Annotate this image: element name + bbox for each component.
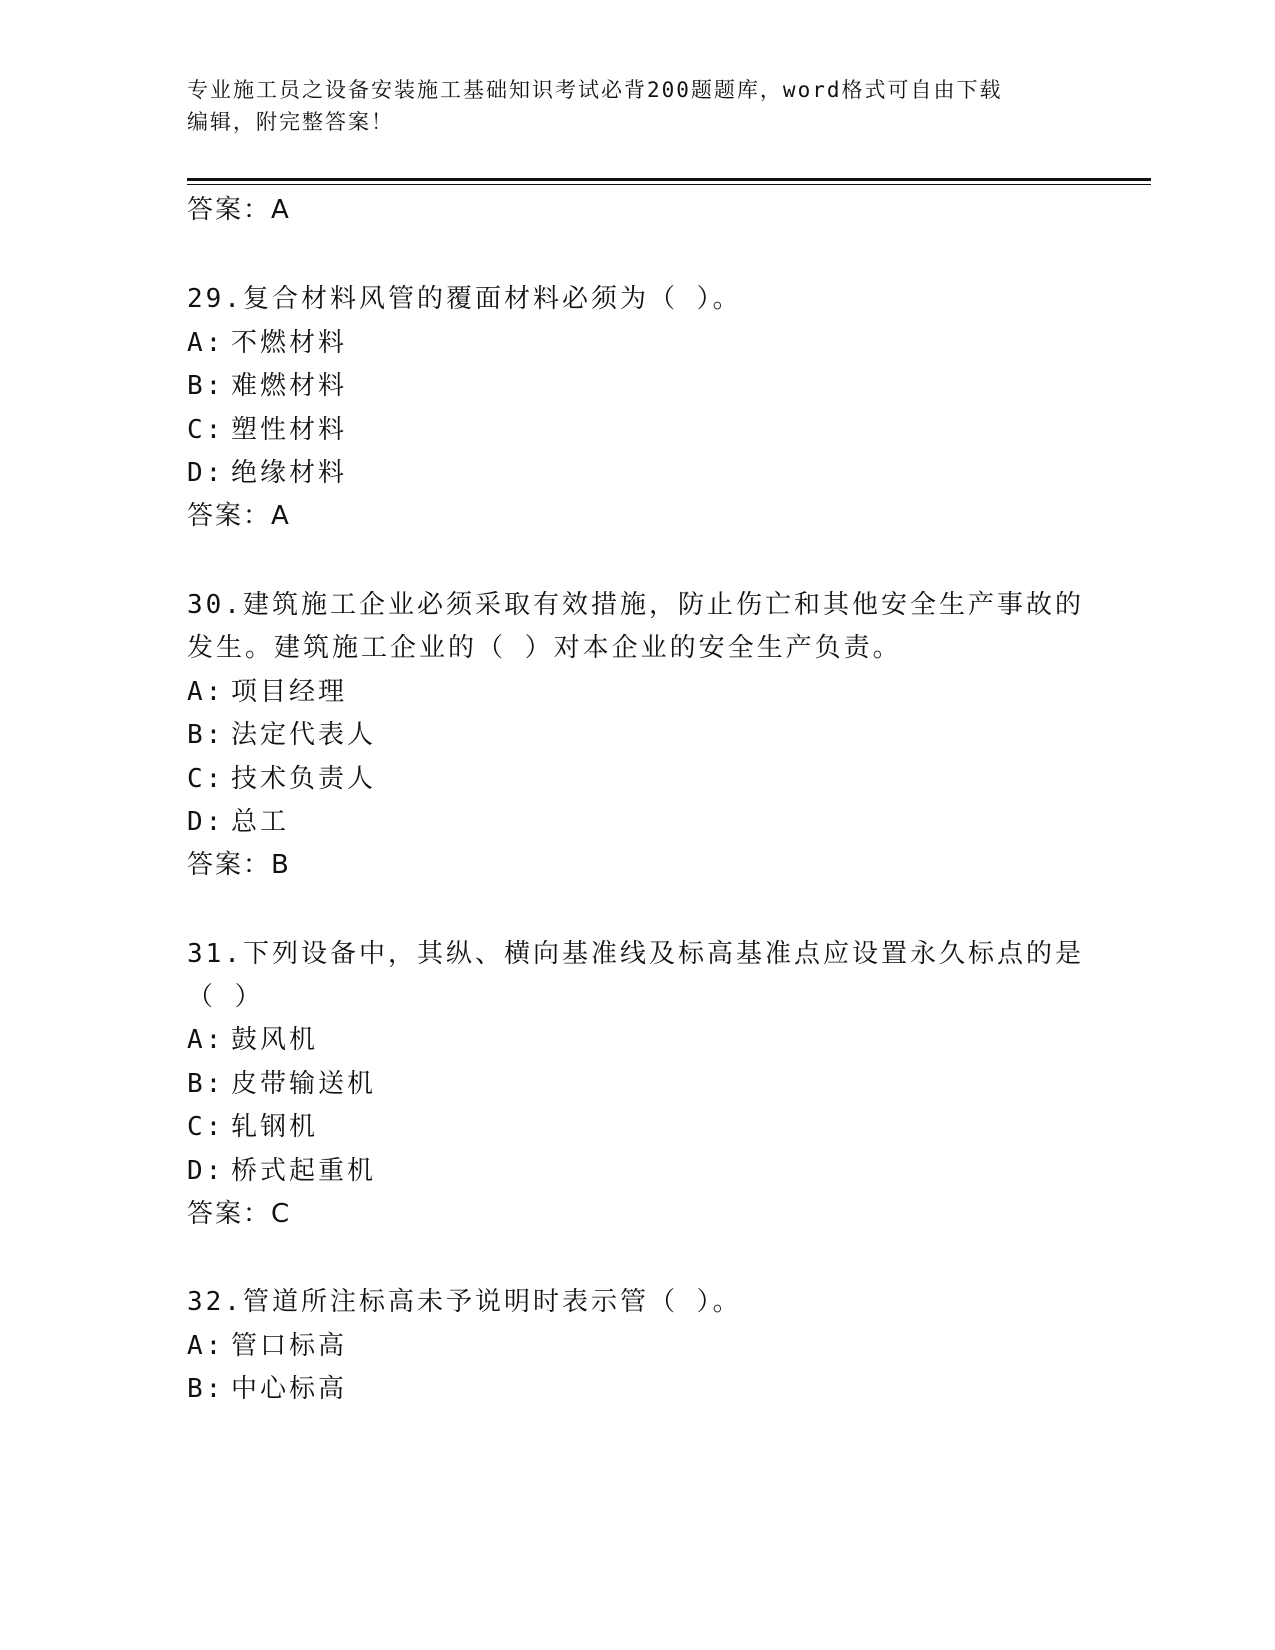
option-line [187, 1023, 318, 1057]
option-line [187, 1067, 376, 1101]
header-line-2: 编辑，附完整答案！ [187, 110, 394, 134]
answer-line: 答案：A [187, 501, 291, 531]
option-text: 塑性材料 [231, 415, 348, 445]
answer-line: 答案：C [187, 1199, 292, 1229]
option-text: 法定代表人 [231, 720, 377, 750]
option-line [187, 718, 376, 752]
option-text: 皮带输送机 [231, 1069, 377, 1099]
answer-line: 答案：A [187, 195, 291, 225]
option-text: 绝缘材料 [231, 458, 348, 488]
header-rule-thick [187, 178, 1151, 181]
question-stem-continued: （ ） [187, 982, 264, 1012]
option-letter: B: [187, 1374, 225, 1404]
option-text: 中心标高 [231, 1374, 348, 1404]
option-text: 轧钢机 [231, 1112, 319, 1142]
option-letter: A: [187, 1331, 225, 1361]
option-letter: D: [187, 1156, 225, 1186]
option-letter: C: [187, 1112, 225, 1142]
option-letter: A: [187, 328, 225, 358]
option-letter: C: [187, 764, 225, 794]
question-stem-continued: 发生。建筑施工企业的（ ）对本企业的安全生产负责。 [187, 633, 902, 663]
option-text: 鼓风机 [231, 1025, 319, 1055]
option-line [187, 762, 376, 796]
question-stem: 32.管道所注标高未予说明时表示管（ ）。 [187, 1287, 742, 1317]
document-header [187, 74, 1067, 138]
option-letter: D: [187, 458, 225, 488]
option-line [187, 1110, 318, 1144]
option-text: 桥式起重机 [231, 1156, 377, 1186]
header-line-1: 专业施工员之设备安装施工基础知识考试必背200题题库，word格式可自由下载 [187, 78, 1003, 102]
answer-line: 答案：B [187, 850, 291, 880]
option-text: 难燃材料 [231, 371, 348, 401]
option-line [187, 805, 289, 839]
option-letter: B: [187, 720, 225, 750]
option-line [187, 326, 347, 360]
option-line [187, 675, 347, 709]
option-line [187, 413, 347, 447]
option-line [187, 369, 347, 403]
option-letter: A: [187, 1025, 225, 1055]
option-text: 项目经理 [231, 677, 348, 707]
option-letter: C: [187, 415, 225, 445]
option-line [187, 1154, 376, 1188]
question-stem: 31.下列设备中，其纵、横向基准线及标高基准点应设置永久标点的是 [187, 939, 1084, 969]
option-line [187, 1372, 347, 1406]
option-text: 技术负责人 [231, 764, 377, 794]
option-letter: A: [187, 677, 225, 707]
option-text: 总工 [231, 807, 290, 837]
header-rule-thin [187, 184, 1151, 185]
option-line [187, 1329, 347, 1363]
option-text: 管口标高 [231, 1331, 348, 1361]
option-line [187, 456, 347, 490]
option-letter: B: [187, 1069, 225, 1099]
question-stem: 30.建筑施工企业必须采取有效措施，防止伤亡和其他安全生产事故的 [187, 590, 1084, 620]
option-text: 不燃材料 [231, 328, 348, 358]
option-letter: B: [187, 371, 225, 401]
option-letter: D: [187, 807, 225, 837]
question-stem: 29.复合材料风管的覆面材料必须为（ ）。 [187, 284, 742, 314]
